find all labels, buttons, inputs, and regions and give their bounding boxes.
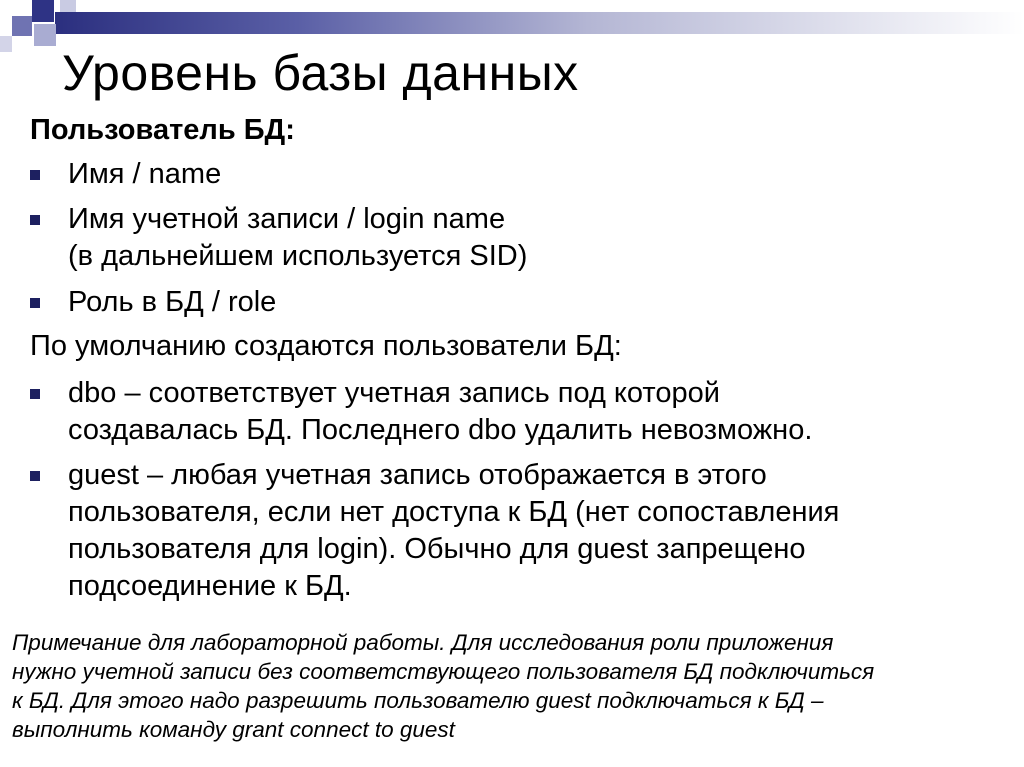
bullet-text: подсоединение к БД.	[68, 570, 352, 602]
square-bullet-icon	[30, 215, 40, 225]
note-line: к БД. Для этого надо разрешить пользователю guest подключаться к БД –	[12, 688, 824, 713]
bullet-text: создавалась БД. Последнего dbo удалить невозможно.	[68, 414, 813, 446]
bullet-text: пользователя, если нет доступа к БД (нет сопоставления	[68, 496, 840, 528]
section-heading-default-users: По умолчанию создаются пользователи БД:	[30, 330, 622, 362]
note-line: выполнить команду grant connect to guest	[12, 717, 455, 742]
bullet-text: пользователя для login). Обычно для guest запрещено	[68, 533, 806, 565]
bullet-text: dbo – соответствует учетная запись под которой	[68, 377, 720, 409]
slide-title: Уровень базы данных	[62, 45, 579, 101]
bullet-text: guest – любая учетная запись отображается в этого	[68, 459, 767, 491]
square-bullet-icon	[30, 298, 40, 308]
bullet-text: Имя / name	[68, 158, 222, 190]
decorative-square	[0, 36, 12, 52]
square-bullet-icon	[30, 170, 40, 180]
bullet-text: (в дальнейшем используется SID)	[68, 240, 528, 272]
note-line: Примечание для лабораторной работы. Для исследования роли приложения	[12, 630, 834, 655]
bullet-text: Имя учетной записи / login name	[68, 203, 506, 235]
header-gradient-band	[55, 12, 1024, 34]
bullet-text: Роль в БД / role	[68, 286, 277, 318]
decorative-square	[12, 16, 32, 36]
section-heading-db-user: Пользователь БД:	[30, 114, 295, 146]
decorative-square	[60, 0, 76, 12]
decorative-square	[32, 0, 54, 22]
note-line: нужно учетной записи без соответствующего пользователя БД подключиться	[12, 659, 875, 684]
decorative-square	[34, 24, 56, 46]
square-bullet-icon	[30, 389, 40, 399]
lab-note	[12, 628, 1012, 744]
square-bullet-icon	[30, 471, 40, 481]
